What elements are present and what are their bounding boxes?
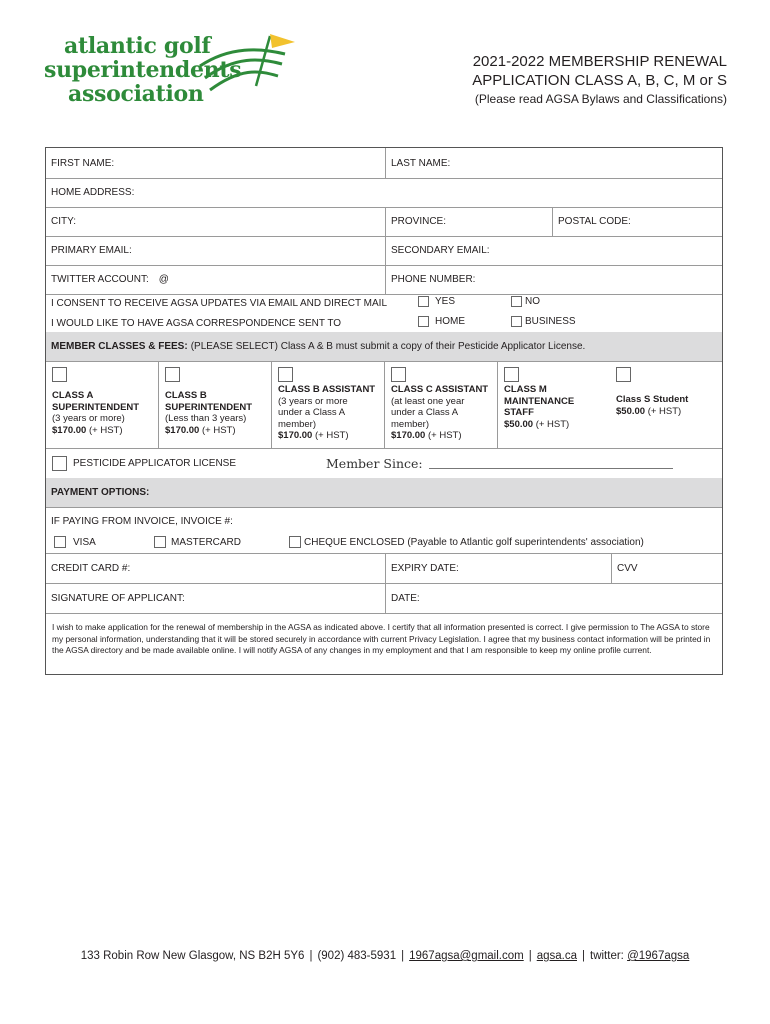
class-s-name: Class S Student [616, 394, 689, 405]
mastercard-checkbox[interactable] [154, 536, 166, 548]
class-a-option[interactable] [46, 361, 158, 448]
class-c-assistant-note-1: (at least one year [391, 395, 465, 407]
member-classes-header [46, 332, 722, 362]
member-classes-instruction: (PLEASE SELECT) Class A & B must submit a copy of their Pesticide Applicator License. [190, 341, 586, 352]
class-m-checkbox[interactable] [504, 367, 519, 382]
visa-checkbox[interactable] [54, 536, 66, 548]
date-label: DATE: [391, 592, 420, 604]
class-c-assistant-price: $170.00 [391, 430, 426, 441]
correspondence-home-label: HOME [435, 316, 465, 327]
class-b-assistant-name: CLASS B ASSISTANT [278, 384, 376, 395]
pesticide-license-label: PESTICIDE APPLICATOR LICENSE [73, 457, 237, 469]
class-s-price: $50.00 [616, 405, 646, 417]
footer-twitter-link[interactable]: @1967agsa [627, 950, 690, 962]
class-c-assistant-hst: (+ HST) [427, 430, 462, 441]
class-a-price: $170.00 [52, 424, 87, 436]
twitter-field[interactable] [46, 265, 385, 294]
class-c-assistant-note-2: under a Class A [391, 407, 459, 418]
date-field[interactable] [385, 583, 722, 613]
mastercard-option[interactable] [154, 536, 241, 548]
class-b-subtitle: SUPERINTENDENT [165, 401, 253, 413]
class-b-checkbox[interactable] [165, 367, 180, 382]
mastercard-label: MASTERCARD [171, 536, 242, 548]
postal-code-field[interactable] [552, 207, 722, 236]
email-row [46, 236, 722, 266]
city-label: CITY: [51, 216, 77, 227]
class-c-assistant-name: CLASS C ASSISTANT [391, 384, 489, 395]
member-since-field[interactable] [326, 448, 673, 478]
postal-code-label: POSTAL CODE: [558, 216, 631, 227]
class-b-assistant-checkbox[interactable] [278, 367, 293, 382]
footer-site-link[interactable]: agsa.ca [536, 950, 577, 962]
expiry-date-label: EXPIRY DATE: [391, 562, 459, 574]
consent-block [46, 294, 722, 334]
footer-separator: | [528, 950, 532, 962]
credit-card-field[interactable] [46, 553, 385, 583]
province-field[interactable] [385, 207, 552, 236]
correspondence-home-option[interactable] [418, 316, 465, 327]
pesticide-license-option[interactable] [46, 448, 306, 478]
signature-field[interactable] [46, 583, 385, 613]
name-row [46, 148, 722, 179]
class-a-hst: (+ HST) [88, 424, 123, 436]
correspondence-business-option[interactable] [511, 316, 576, 327]
class-m-subtitle-1: MAINTENANCE [504, 395, 575, 407]
class-m-name: CLASS M [504, 384, 547, 395]
class-s-hst: (+ HST) [647, 405, 682, 417]
expiry-date-field[interactable] [385, 553, 611, 583]
class-b-note: (Less than 3 years) [165, 413, 247, 424]
cvv-label: CVV [617, 562, 638, 574]
signature-row [46, 583, 722, 614]
title-line-3: (Please read AGSA Bylaws and Classifications) [474, 92, 727, 106]
class-b-price: $170.00 [165, 424, 200, 436]
class-c-assistant-note-3: member) [391, 418, 430, 430]
membership-form [45, 147, 723, 675]
consent-yes-checkbox[interactable] [418, 296, 429, 307]
cheque-checkbox[interactable] [289, 536, 301, 548]
member-since-line [429, 458, 673, 469]
consent-no-label: NO [525, 296, 540, 307]
member-classes-title: MEMBER CLASSES & FEES: [51, 341, 188, 352]
golf-flag-swoosh-icon [190, 26, 300, 106]
last-name-field[interactable] [385, 148, 722, 178]
consent-yes-option[interactable] [418, 296, 455, 307]
class-s-option[interactable] [610, 361, 722, 448]
signature-label: SIGNATURE OF APPLICANT: [51, 592, 185, 604]
footer-twitter-label: twitter: [590, 950, 624, 962]
class-m-hst: (+ HST) [535, 418, 570, 430]
first-name-field[interactable] [46, 148, 385, 178]
secondary-email-field[interactable] [385, 236, 722, 265]
agsa-logo [40, 26, 300, 108]
payment-options-title: PAYMENT OPTIONS: [51, 487, 150, 498]
twitter-at-symbol: @ [158, 274, 169, 285]
class-b-assistant-note-2: under a Class A [278, 407, 346, 418]
primary-email-label: PRIMARY EMAIL: [51, 245, 132, 256]
cheque-option[interactable] [289, 536, 644, 548]
class-c-assistant-checkbox[interactable] [391, 367, 406, 382]
consent-no-option[interactable] [511, 296, 540, 307]
class-a-note: (3 years or more) [52, 413, 125, 424]
consent-yes-label: YES [435, 296, 456, 307]
class-a-checkbox[interactable] [52, 367, 67, 382]
title-line-1: 2021-2022 MEMBERSHIP RENEWAL [472, 53, 727, 70]
legal-declaration: I wish to make application for the renewal of membership in the AGSA as indicated above. I certify that all information presented is correct. I give permission to The AGSA to store my personal information, understanding that it will be stored securely in accordance with current Privacy Legislation. I agree that my business contact information will be printed in the AGSA directory and be made available online. I will notify AGSA of any changes in my employment and that I am responsible to keep my online profile current. [52, 622, 711, 655]
class-b-assistant-note-3: member) [278, 418, 317, 430]
correspondence-home-checkbox[interactable] [418, 316, 429, 327]
footer-separator: | [309, 950, 313, 962]
first-name-label: FIRST NAME: [51, 157, 115, 169]
title-line-2: APPLICATION CLASS A, B, C, M or S [472, 72, 727, 89]
credit-card-row [46, 553, 722, 584]
home-address-row [46, 178, 722, 208]
class-b-option[interactable] [158, 361, 271, 448]
twitter-label: TWITTER ACCOUNT: [51, 274, 149, 285]
footer-separator: | [582, 950, 585, 962]
class-m-subtitle-2: STAFF [504, 407, 534, 418]
footer-separator: | [401, 950, 405, 962]
invoice-block [46, 507, 722, 554]
consent-no-checkbox[interactable] [511, 296, 522, 307]
payment-options-header [46, 478, 722, 508]
class-a-subtitle: SUPERINTENDENT [52, 401, 140, 413]
member-since-label: Member Since: [326, 455, 423, 471]
twitter-row [46, 265, 722, 294]
last-name-label: LAST NAME: [391, 157, 451, 169]
primary-email-field[interactable] [46, 236, 385, 265]
logo-line-2: superintendents [44, 57, 242, 83]
secondary-email-label: SECONDARY EMAIL: [391, 245, 490, 256]
visa-option[interactable] [54, 536, 96, 548]
province-label: PROVINCE: [391, 216, 447, 227]
class-c-assistant-option[interactable] [384, 361, 497, 448]
home-address-label: HOME ADDRESS: [51, 187, 135, 198]
correspondence-label: I WOULD LIKE TO HAVE AGSA CORRESPONDENCE SENT TO [51, 318, 342, 329]
class-m-price: $50.00 [504, 418, 534, 430]
phone-label: PHONE NUMBER: [391, 274, 476, 285]
form-title [472, 52, 727, 108]
phone-field[interactable] [385, 265, 722, 294]
credit-card-label: CREDIT CARD #: [51, 562, 131, 574]
class-b-assistant-hst: (+ HST) [314, 430, 349, 441]
cheque-label: CHEQUE ENCLOSED (Payable to Atlantic golf superintendents' association) [304, 536, 644, 548]
logo-line-3: association [68, 81, 204, 107]
class-b-hst: (+ HST) [201, 424, 236, 436]
class-b-name: CLASS B [165, 390, 207, 401]
home-address-field[interactable] [46, 178, 722, 207]
class-b-assistant-note-1: (3 years or more [278, 395, 348, 407]
pesticide-license-checkbox[interactable] [52, 456, 67, 471]
class-b-assistant-option[interactable] [271, 361, 384, 448]
class-b-assistant-price: $170.00 [278, 430, 313, 441]
class-s-checkbox[interactable] [616, 367, 631, 382]
class-a-name: CLASS A [52, 390, 94, 401]
city-field[interactable] [46, 207, 385, 236]
invoice-field[interactable]: IF PAYING FROM INVOICE, INVOICE #: [51, 516, 233, 527]
class-m-option[interactable] [497, 361, 610, 448]
city-row [46, 207, 722, 237]
cvv-field[interactable] [611, 553, 722, 583]
visa-label: VISA [73, 536, 96, 548]
footer-email-link[interactable]: 1967agsa@gmail.com [409, 950, 524, 962]
member-classes-row [46, 361, 722, 449]
consent-label: I CONSENT TO RECEIVE AGSA UPDATES VIA EMAIL AND DIRECT MAIL [51, 298, 388, 309]
correspondence-business-checkbox[interactable] [511, 316, 522, 327]
correspondence-business-label: BUSINESS [525, 316, 576, 327]
footer-phone: (902) 483-5931 [317, 950, 397, 962]
pesticide-row [46, 448, 722, 479]
footer-address: 133 Robin Row New Glasgow, NS B2H 5Y6 [80, 950, 305, 962]
logo-line-1: atlantic golf [64, 33, 211, 59]
footer [0, 950, 770, 962]
